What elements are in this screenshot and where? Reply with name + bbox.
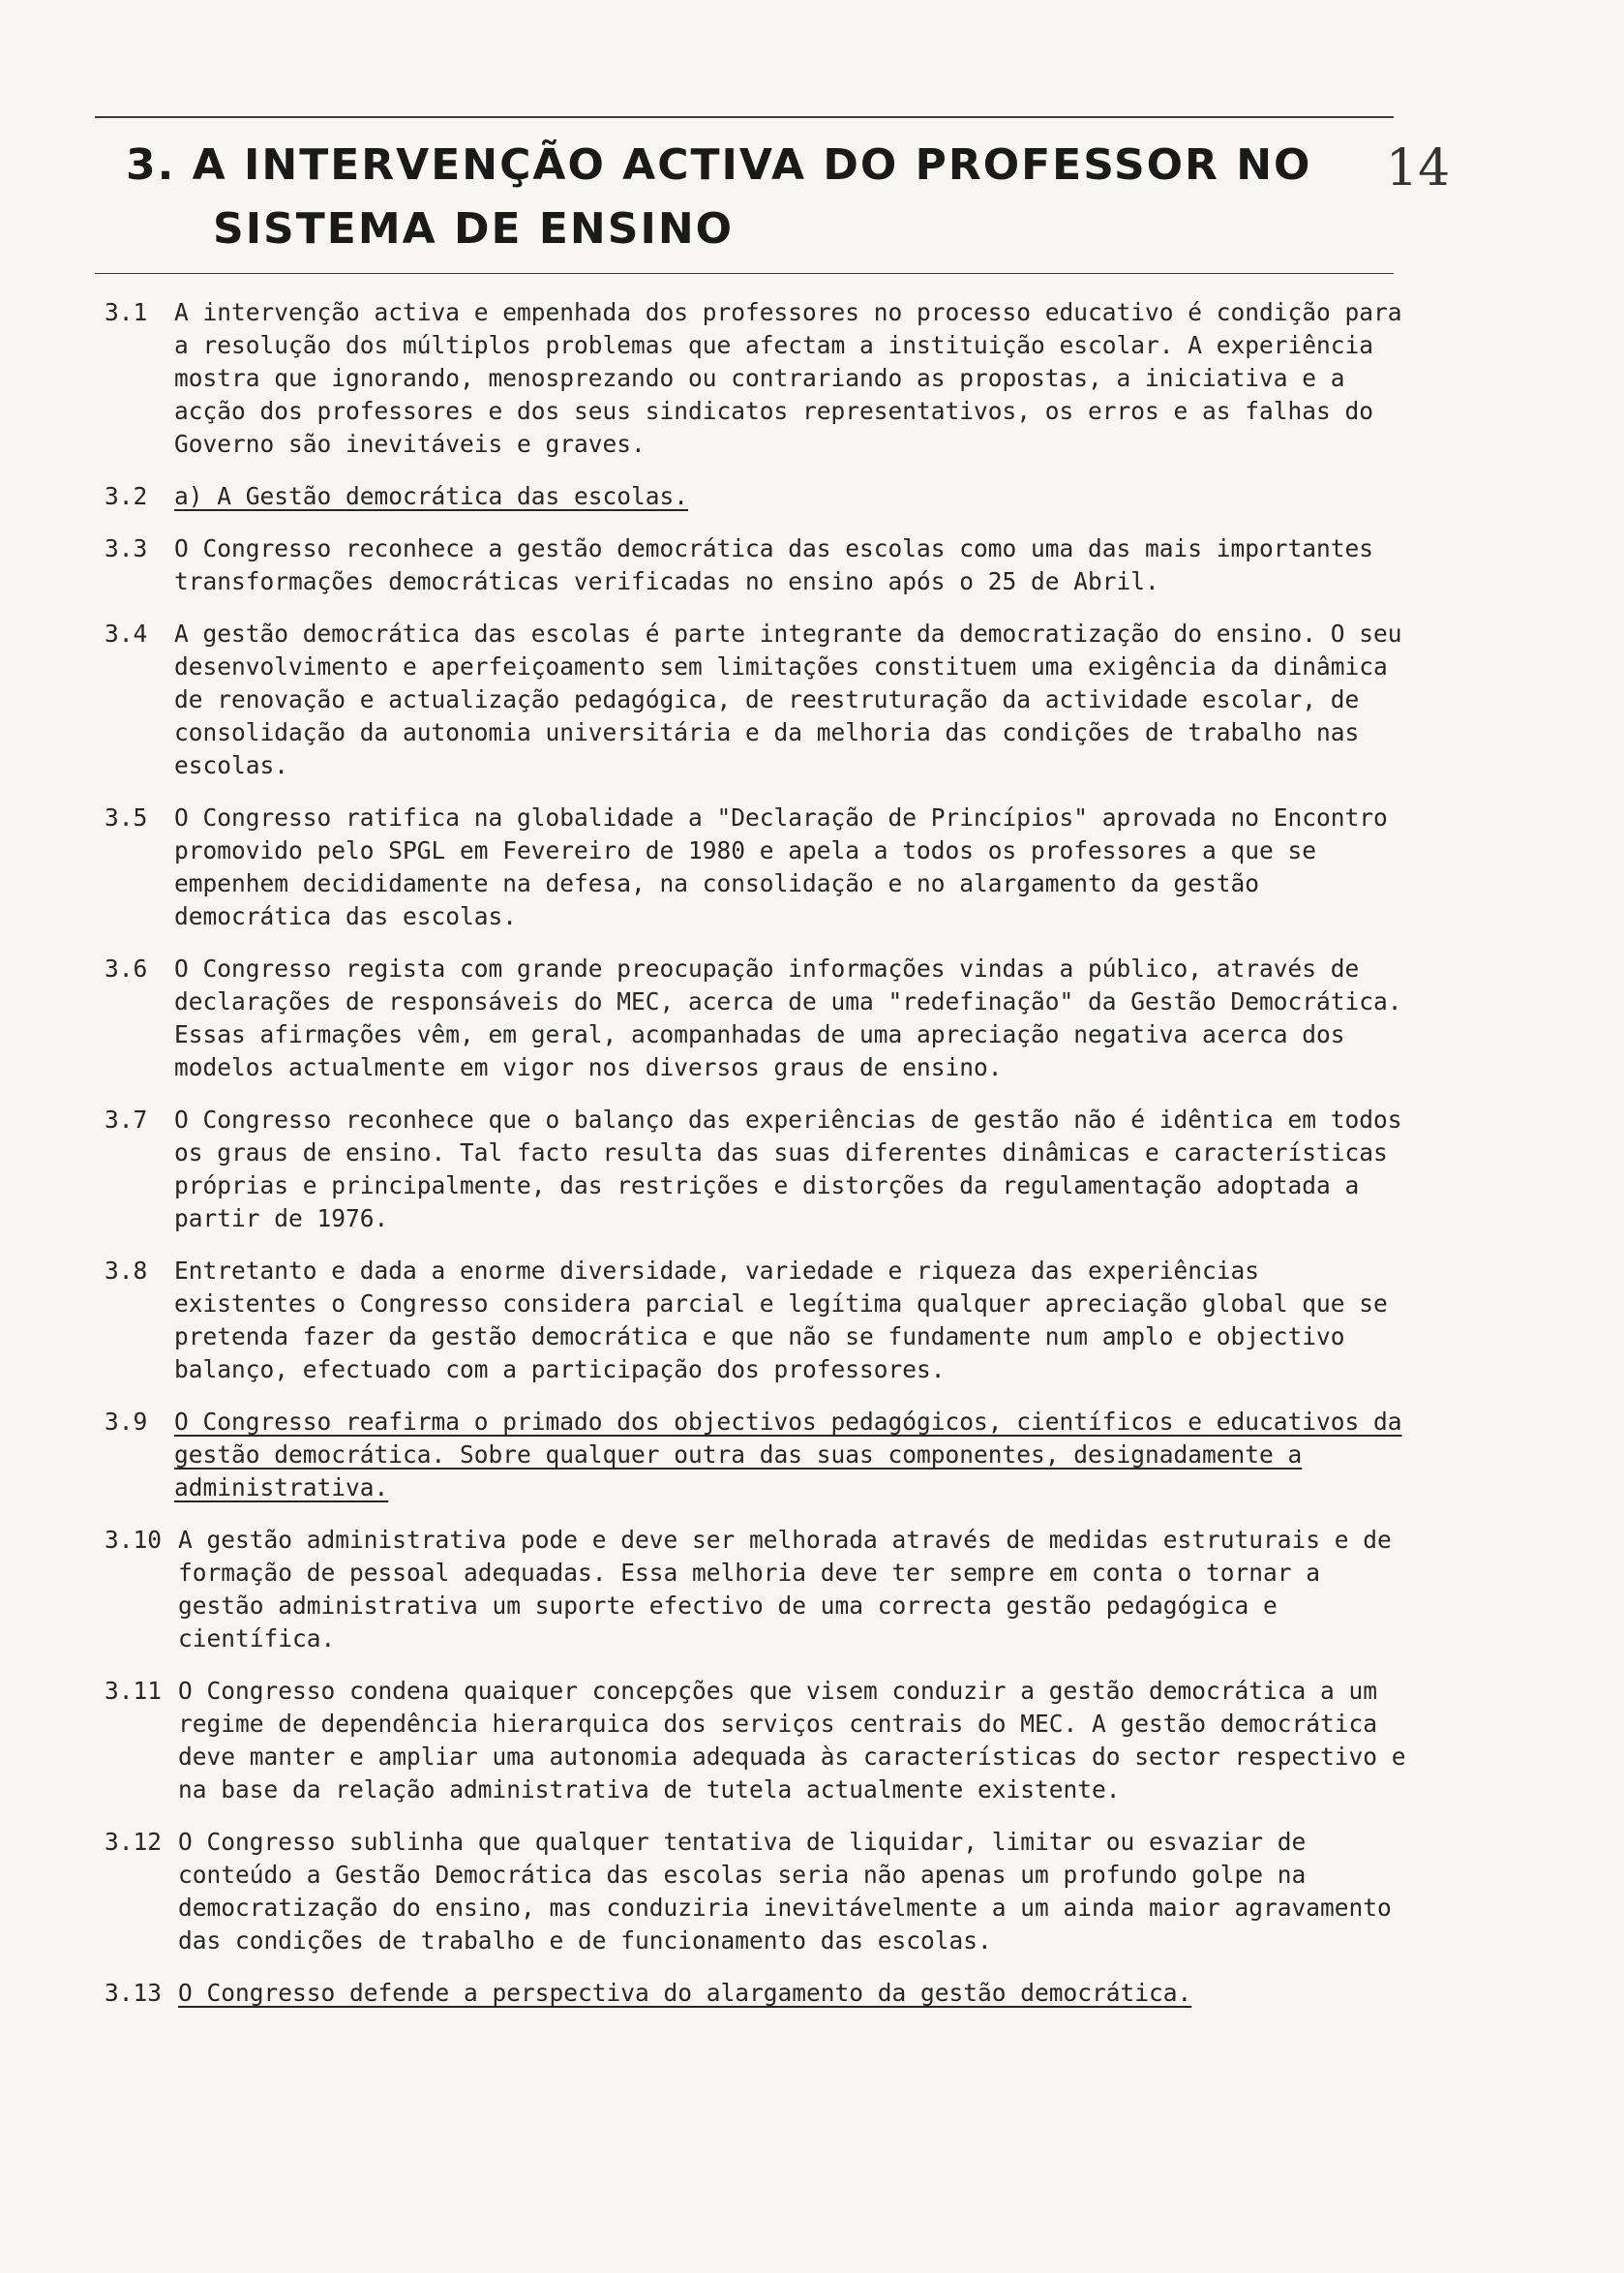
paragraph-text: O Congresso reconhece que o balanço das experiências de gestão não é idêntica em todos os graus de ensino. Tal facto resulta das suas diferentes dinâmicas e características próprias e principalmente, das restrições e distorções da regulamentação adoptada a partir de 1976.	[174, 1106, 1402, 1232]
paragraph-3-8	[105, 1255, 1413, 1386]
paragraph-number: 3.12	[105, 1828, 163, 1856]
section-title	[126, 134, 1365, 261]
paragraph-number: 3.13	[105, 1979, 163, 2007]
paragraph-3-12	[105, 1826, 1413, 1957]
paragraph-text: O Congresso regista com grande preocupação informações vindas a público, através de declarações de responsáveis do MEC, acerca de uma "redefinação" da Gestão Democrática. Essas afirmações vêm, em geral, acompanhadas de uma apreciação negativa acerca dos modelos actualmente em vigor nos diversos graus de ensino.	[174, 955, 1402, 1081]
paragraph-number: 3.6	[105, 955, 148, 983]
paragraph-number: 3.7	[105, 1106, 148, 1134]
top-rule	[95, 116, 1394, 118]
paragraph-number: 3.10	[105, 1526, 163, 1554]
paragraph-number: 3.5	[105, 803, 148, 832]
paragraph-text: A intervenção activa e empenhada dos professores no processo educativo é condição para a resolução dos múltiplos problemas que afectam a instituição escolar. A experiência mostra que ignorando, menosprezando ou contrariando as propostas, a iniciativa e a acção dos professores e dos seus sindicatos representativos, os erros e as falhas do Governo são inevitáveis e graves.	[174, 298, 1402, 458]
paragraph-number: 3.9	[105, 1408, 148, 1436]
paragraph-3-2	[105, 480, 1413, 513]
paragraph-number: 3.8	[105, 1257, 148, 1285]
paragraph-3-1	[105, 296, 1413, 461]
paragraph-text: O Congresso defende a perspectiva do alargamento da gestão democrática.	[178, 1979, 1192, 2007]
paragraph-3-6	[105, 953, 1413, 1084]
paragraph-text: A gestão administrativa pode e deve ser melhorada através de medidas estruturais e de formação de pessoal adequadas. Essa melhoria deve ter sempre em conta o tornar a gestão administrativa um suporte efectivo de uma correcta gestão pedagógica e científica.	[178, 1526, 1392, 1652]
section-title-line-1: 3. A INTERVENÇÃO ACTIVA DO PROFESSOR NO	[126, 140, 1312, 190]
page-number: 14	[1386, 139, 1451, 197]
paragraph-text: O Congresso sublinha que qualquer tentativa de liquidar, limitar ou esvaziar de conteúdo a Gestão Democrática das escolas seria não apenas um profundo golpe na democratização do ensino, mas conduziria inevitávelmente a um ainda maior agravamento das condições de trabalho e de funcionamento das escolas.	[178, 1828, 1392, 1955]
paragraph-3-4	[105, 618, 1413, 782]
document-body	[105, 296, 1413, 2029]
paragraph-3-7	[105, 1104, 1413, 1235]
paragraph-number: 3.1	[105, 298, 148, 326]
paragraph-text: O Congresso ratifica na globalidade a "Declaração de Princípios" aprovada no Encontro promovido pelo SPGL em Fevereiro de 1980 e apela a todos os professores a que se empenhem decididamente na defesa, na consolidação e no alargamento da gestão democrática das escolas.	[174, 803, 1388, 930]
paragraph-3-9	[105, 1406, 1413, 1504]
paragraph-3-5	[105, 802, 1413, 933]
bottom-rule	[95, 273, 1394, 274]
paragraph-text: Entretanto e dada a enorme diversidade, variedade e riqueza das experiências existentes o Congresso considera parcial e legítima qualquer apreciação global que se pretenda fazer da gestão democrática e que não se fundamente num amplo e objectivo balanço, efectuado com a participação dos professores.	[174, 1257, 1388, 1383]
paragraph-text: O Congresso reconhece a gestão democrática das escolas como uma das mais importantes transformações democráticas verificadas no ensino após o 25 de Abril.	[174, 534, 1374, 595]
paragraph-text: O Congresso reafirma o primado dos objectivos pedagógicos, científicos e educativos da gestão democrática. Sobre qualquer outra das suas componentes, designadamente a administrativa.	[174, 1408, 1402, 1501]
paragraph-text: a) A Gestão democrática das escolas.	[174, 482, 689, 510]
paragraph-number: 3.4	[105, 620, 148, 648]
paragraph-3-3	[105, 532, 1413, 598]
paragraph-text: A gestão democrática das escolas é parte integrante da democratização do ensino. O seu desenvolvimento e aperfeiçoamento sem limitações constituem uma exigência da dinâmica de renovação e actualização pedagógica, de reestruturação da actividade escolar, de consolidação da autonomia universitária e da melhoria das condições de trabalho nas escolas.	[174, 620, 1402, 779]
paragraph-text: O Congresso condena quaiquer concepções que visem conduzir a gestão democrática a um regime de dependência hierarquica dos serviços centrais do MEC. A gestão democrática deve manter e ampliar uma autonomia adequada às características do sector respectivo e na base da relação administrativa de tutela actualmente existente.	[178, 1677, 1406, 1803]
section-title-line-2: SISTEMA DE ENSINO	[213, 204, 735, 254]
paragraph-number: 3.11	[105, 1677, 163, 1705]
paragraph-3-13	[105, 1977, 1413, 2010]
paragraph-number: 3.3	[105, 534, 148, 562]
paragraph-3-10	[105, 1524, 1413, 1655]
paragraph-number: 3.2	[105, 482, 148, 510]
paragraph-3-11	[105, 1675, 1413, 1806]
